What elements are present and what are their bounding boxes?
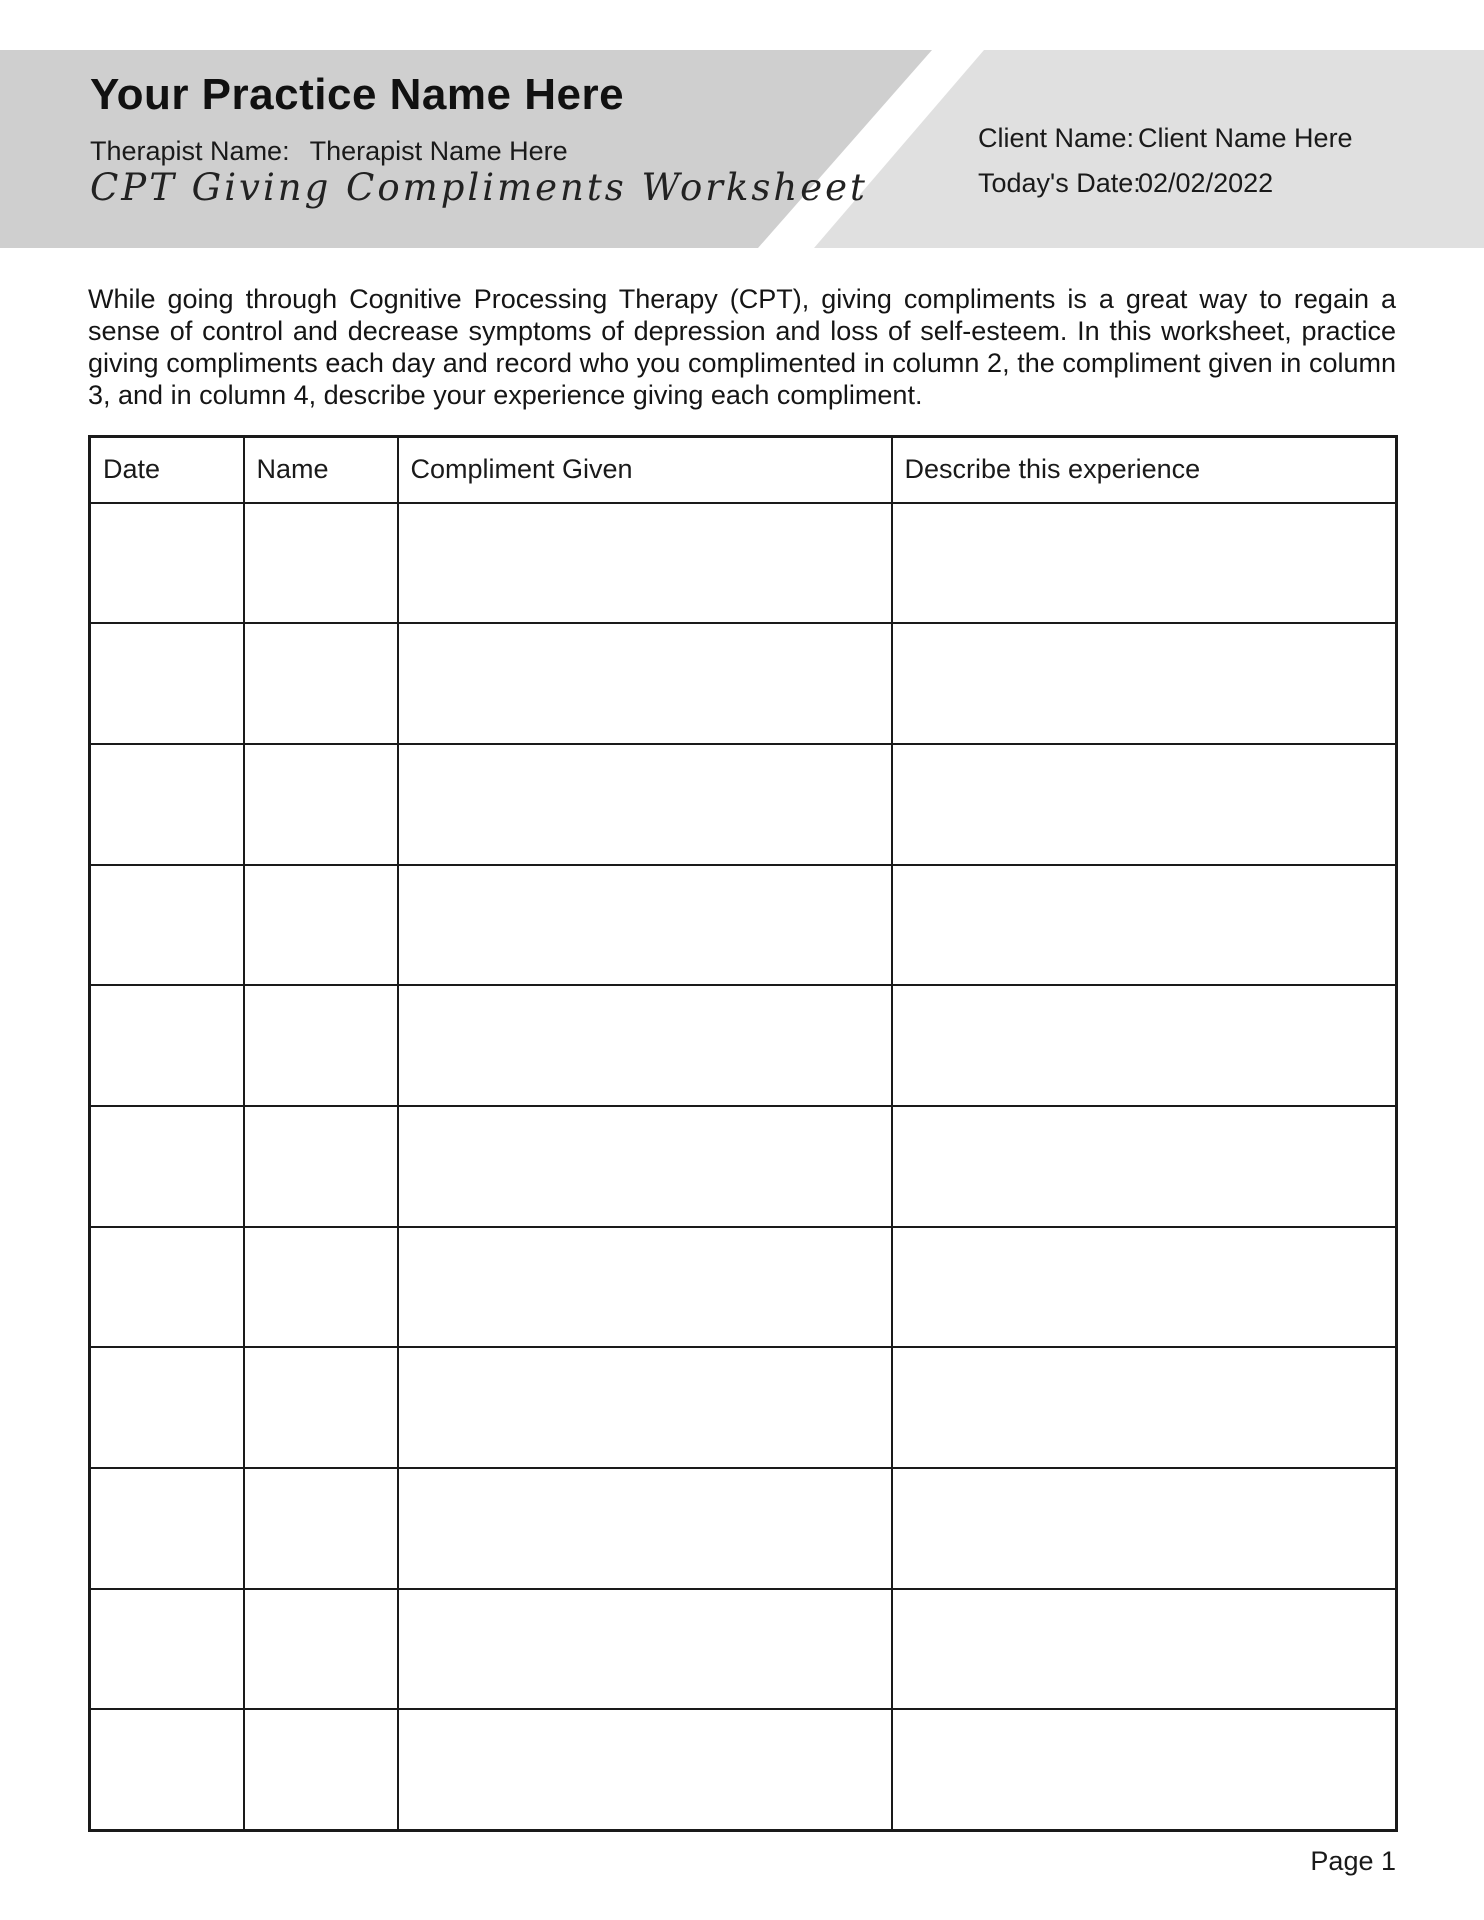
table-cell-empty <box>244 503 398 624</box>
table-cell-empty <box>244 1589 398 1710</box>
practice-name-title: Your Practice Name Here <box>90 70 625 119</box>
table-cell-empty <box>90 744 244 865</box>
table-cell-empty <box>892 1589 1397 1710</box>
table-cell-empty <box>90 1227 244 1348</box>
table-row <box>90 1709 1397 1830</box>
table-cell-empty <box>90 623 244 744</box>
table-cell-empty <box>892 744 1397 865</box>
table-row <box>90 1227 1397 1348</box>
table-cell-empty <box>90 503 244 624</box>
column-header-describe-experience: Describe this experience <box>892 437 1397 503</box>
table-cell-empty <box>892 503 1397 624</box>
client-name-value: Client Name Here <box>1138 123 1353 153</box>
page-number: Page 1 <box>1310 1846 1396 1876</box>
client-info-block <box>978 116 1353 206</box>
table-cell-empty <box>892 1106 1397 1227</box>
table-cell-empty <box>244 1227 398 1348</box>
table-cell-empty <box>398 1589 892 1710</box>
intro-paragraph: While going through Cognitive Processing Therapy (CPT), giving compliments is a great way to regain a sense of control and decrease symptoms of depression and loss of self-esteem. In this worksheet, practice giving compliments each day and record who you complimented in column 2, the compliment given in column 3, and in column 4, describe your experience giving each compliment. <box>88 284 1396 410</box>
table-cell-empty <box>398 623 892 744</box>
table-cell-empty <box>892 1347 1397 1468</box>
table-cell-empty <box>892 985 1397 1106</box>
table-cell-empty <box>398 1709 892 1830</box>
table-cell-empty <box>90 1347 244 1468</box>
table-cell-empty <box>398 865 892 986</box>
table-cell-empty <box>398 1468 892 1589</box>
table-cell-empty <box>244 744 398 865</box>
table-cell-empty <box>398 1227 892 1348</box>
table-cell-empty <box>892 865 1397 986</box>
table-row <box>90 985 1397 1106</box>
todays-date-label: Today's Date: <box>978 168 1141 198</box>
table-cell-empty <box>90 865 244 986</box>
table-cell-empty <box>90 1468 244 1589</box>
table-cell-empty <box>244 985 398 1106</box>
table-cell-empty <box>398 744 892 865</box>
client-name-label: Client Name: <box>978 123 1135 153</box>
table-body <box>90 503 1397 1831</box>
table-cell-empty <box>244 1347 398 1468</box>
table-cell-empty <box>90 1589 244 1710</box>
table-cell-empty <box>398 503 892 624</box>
table-row <box>90 503 1397 624</box>
todays-date-row <box>978 161 1353 206</box>
column-header-date: Date <box>90 437 244 503</box>
table-cell-empty <box>892 623 1397 744</box>
table-cell-empty <box>244 1468 398 1589</box>
therapist-name-value: Therapist Name Here <box>309 136 568 166</box>
table-cell-empty <box>892 1709 1397 1830</box>
worksheet-title: CPT Giving Compliments Worksheet <box>90 166 868 209</box>
table-cell-empty <box>398 985 892 1106</box>
table-cell-empty <box>892 1227 1397 1348</box>
table-cell-empty <box>398 1106 892 1227</box>
table-cell-empty <box>398 1347 892 1468</box>
therapist-name-label: Therapist Name: <box>90 136 290 166</box>
table-cell-empty <box>244 1106 398 1227</box>
header-band <box>0 50 1484 248</box>
column-header-compliment-given: Compliment Given <box>398 437 892 503</box>
table-cell-empty <box>90 985 244 1106</box>
table-row <box>90 623 1397 744</box>
table-row <box>90 744 1397 865</box>
table-header <box>90 437 1397 503</box>
table-row <box>90 1347 1397 1468</box>
table-row <box>90 865 1397 986</box>
table-cell-empty <box>90 1709 244 1830</box>
therapist-name-row <box>90 136 568 167</box>
todays-date-value: 02/02/2022 <box>1138 168 1274 198</box>
table-cell-empty <box>892 1468 1397 1589</box>
compliments-table <box>88 435 1398 1832</box>
table-cell-empty <box>244 865 398 986</box>
table-cell-empty <box>244 1709 398 1830</box>
table-row <box>90 1468 1397 1589</box>
column-header-name: Name <box>244 437 398 503</box>
table-row <box>90 1106 1397 1227</box>
table-row <box>90 1589 1397 1710</box>
table-cell-empty <box>90 1106 244 1227</box>
table-cell-empty <box>244 623 398 744</box>
client-name-row <box>978 116 1353 161</box>
table-header-row <box>90 437 1397 503</box>
